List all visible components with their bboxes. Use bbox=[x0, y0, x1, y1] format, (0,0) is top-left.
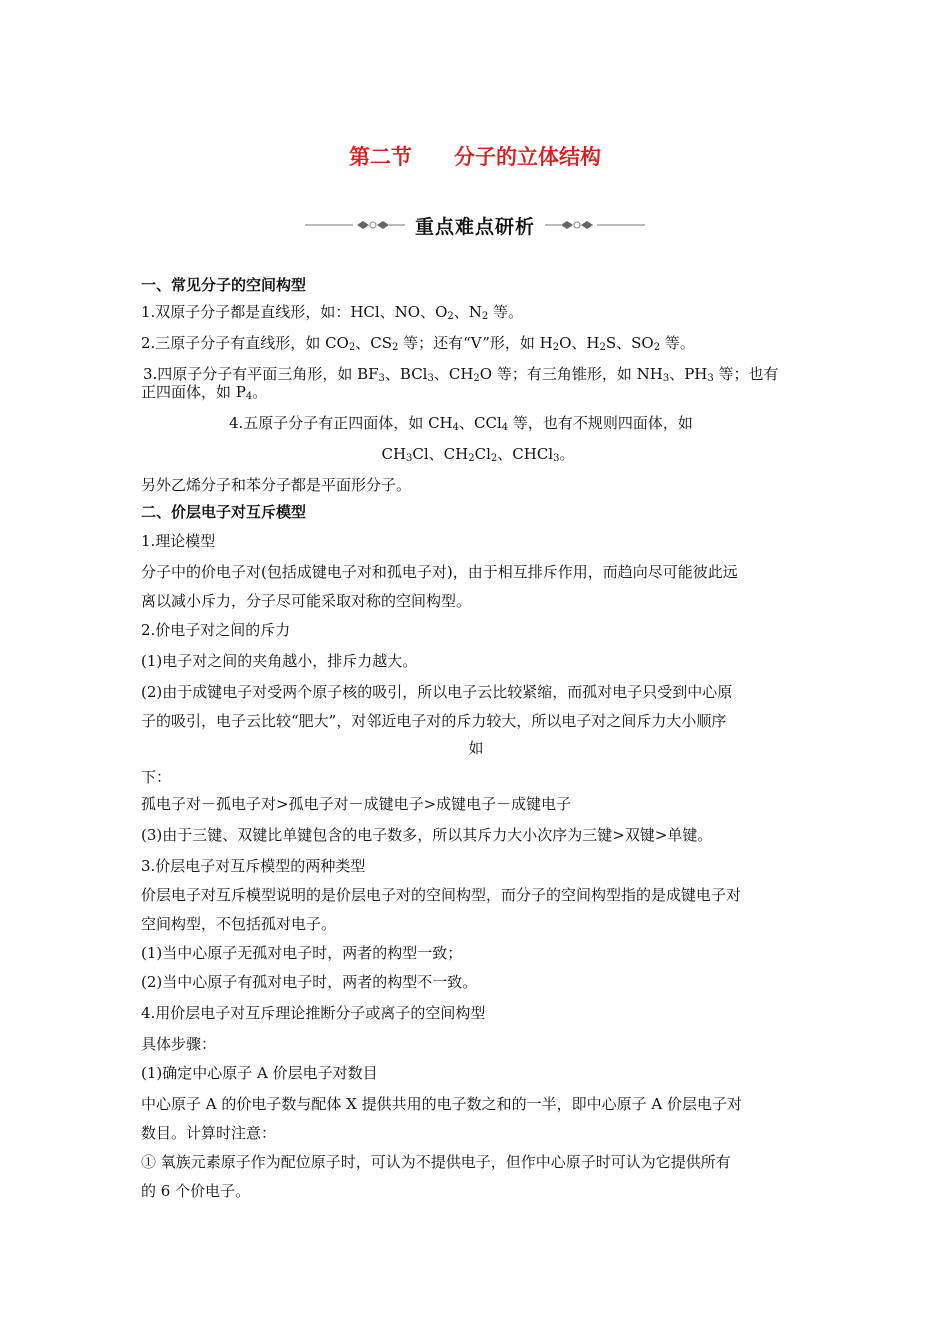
text-line: (1)电子对之间的夹角越小，排斥力越大。 bbox=[141, 652, 418, 670]
text-line: (1)当中心原子无孤对电子时，两者的构型一致； bbox=[141, 944, 463, 962]
text-line: 具体步骤： bbox=[141, 1035, 217, 1053]
text-line: ① 氧族元素原子作为配位原子时，可认为不提供电子，但作中心原子时可认为它提供所有 bbox=[141, 1153, 731, 1171]
paragraph-tetratomic-line1: 3.四原子分子有平面三角形，如 $BF_3$、BCl$_3$、$CH_2O$ 等；有三角锥形，如 $NH_3$、$PH_3$ 等；也有 bbox=[143, 365, 779, 384]
section-title: 第二节 分子的立体结构 bbox=[349, 145, 601, 169]
text-line: (2)当中心原子有孤对电子时，两者的构型不一致。 bbox=[141, 973, 478, 991]
diamond-ornament-icon bbox=[541, 218, 645, 232]
text-line: (3)由于三键、双键比单键包含的电子数多，所以其斥力大小次序为三键>双键>单键。 bbox=[141, 826, 713, 844]
text-line: 空间构型，不包括孤对电子。 bbox=[141, 915, 337, 933]
text-line: (1)确定中心原子 A 价层电子对数目 bbox=[141, 1064, 378, 1082]
heading-common-molecules: 一、常见分子的空间构型 bbox=[141, 276, 307, 294]
text-line: 4.用价层电子对互斥理论推断分子或离子的空间构型 bbox=[141, 1004, 486, 1022]
text-line: 2.价电子对之间的斥力 bbox=[141, 621, 291, 639]
paragraph-pentatomic-line2: $CH_3Cl$、$CH_2Cl_2$、CHCl$_3$。 bbox=[381, 445, 575, 464]
text-line: 孤电子对－孤电子对>孤电子对－成键电子>成键电子－成键电子 bbox=[141, 795, 572, 813]
key-points-banner bbox=[0, 210, 950, 240]
heading-vsepr-model: 二、价层电子对互斥模型 bbox=[141, 503, 307, 521]
text-line: 下： bbox=[141, 768, 172, 786]
text-line: 中心原子 A 的价电子数与配体 X 提供共用的电子数之和的一半，即中心原子 A 价层电子对 bbox=[141, 1095, 742, 1113]
banner-label: 重点难点研析 bbox=[414, 215, 535, 238]
paragraph-planar-note: 另外乙烯分子和苯分子都是平面形分子。 bbox=[141, 476, 412, 494]
paragraph-diatomic: 1.双原子分子都是直线形，如：HCl、NO、$O_2$、$N_2$ 等。 bbox=[141, 303, 524, 322]
diamond-ornament-icon bbox=[305, 218, 409, 232]
paragraph-triatomic: 2.三原子分子有直线形，如 $CO_2$、$CS_2$ 等；还有“V”形，如 $H_2O$、$H_2S$、$SO_2$ 等。 bbox=[141, 334, 695, 353]
paragraph-tetratomic-line2: 正四面体，如 $P_4$。 bbox=[141, 383, 268, 402]
text-line: (2)由于成键电子对受两个原子核的吸引，所以电子云比较紧缩，而孤对电子只受到中心原 bbox=[141, 683, 733, 701]
text-line: 如 bbox=[468, 739, 484, 757]
text-line: 3.价层电子对互斥模型的两种类型 bbox=[141, 857, 366, 875]
text-line: 价层电子对互斥模型说明的是价层电子对的空间构型，而分子的空间构型指的是成键电子对 bbox=[141, 886, 742, 904]
text-line: 数目。计算时注意： bbox=[141, 1124, 277, 1142]
text-line: 子的吸引，电子云比较“肥大”，对邻近电子对的斥力较大，所以电子对之间斥力大小顺序 bbox=[141, 712, 727, 730]
text-line: 的 6 个价电子。 bbox=[141, 1182, 251, 1200]
text-line: 离以减小斥力，分子尽可能采取对称的空间构型。 bbox=[141, 592, 472, 610]
paragraph-pentatomic-line1: 4.五原子分子有正四面体，如 $CH_4$、CCl$_4$ 等，也有不规则四面体，如 bbox=[229, 414, 693, 433]
text-line: 分子中的价电子对(包括成键电子对和孤电子对)，由于相互排斥作用，而趋向尽可能彼此远 bbox=[141, 563, 738, 581]
text-line: 1.理论模型 bbox=[141, 532, 216, 550]
